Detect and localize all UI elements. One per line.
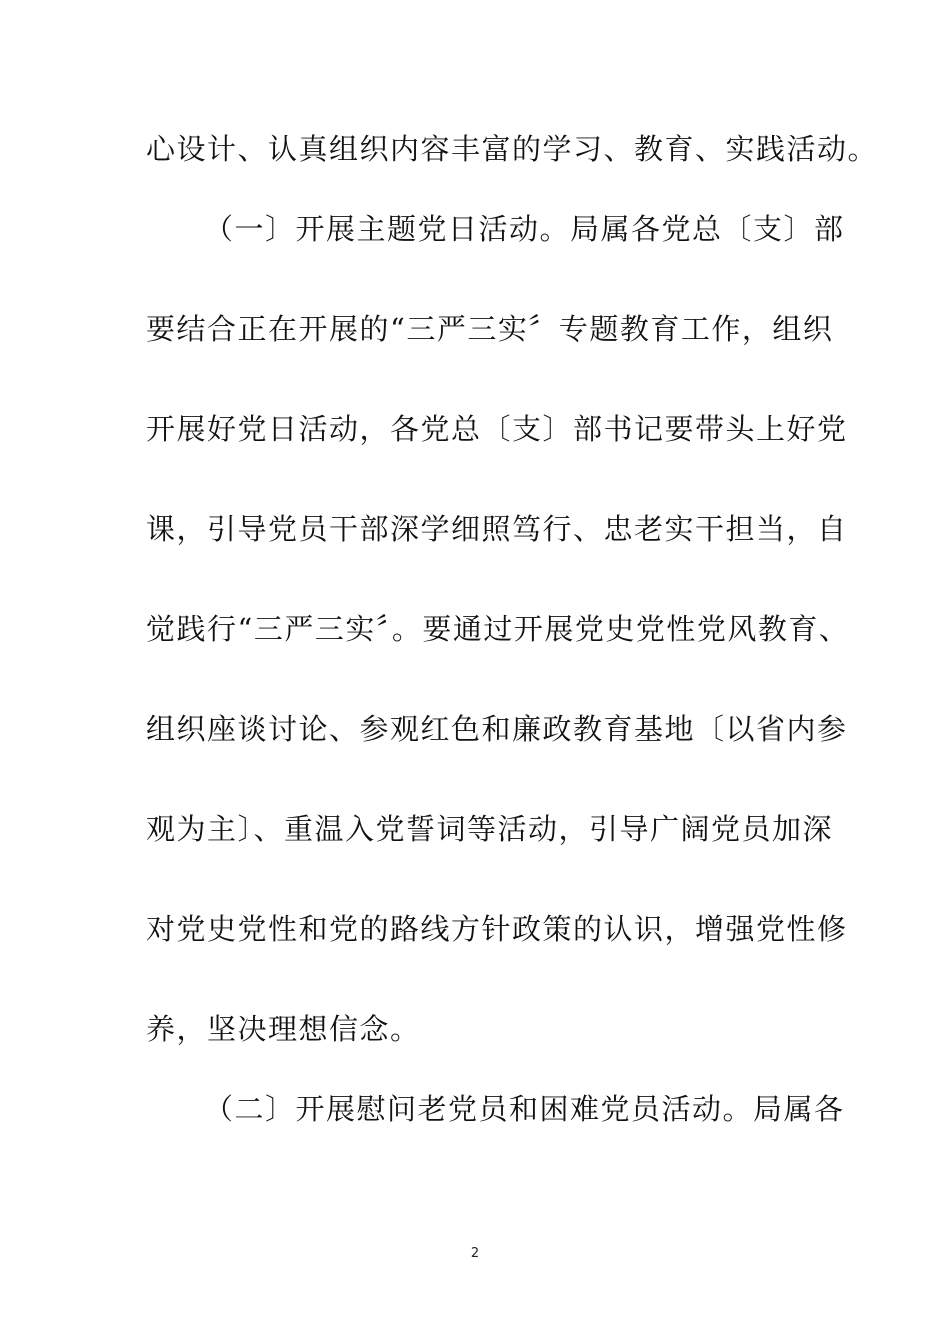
text-line-4: 开展好党日活动，各党总〔支〕部书记要带头上好党	[146, 412, 848, 446]
page-number: 2	[470, 1246, 480, 1261]
text-line-7: 组织座谈讨论、参观红色和廉政教育基地〔以省内参	[146, 712, 848, 746]
text-line-3: 要结合正在开展的“三严三实〞专题教育工作，组织	[146, 312, 834, 346]
text-line-8: 观为主〕、重温入党誓词等活动，引导广阔党员加深	[146, 812, 834, 846]
text-line-10: 养，坚决理想信念。	[146, 1012, 421, 1046]
text-line-1: 心设计、认真组织内容丰富的学习、教育、实践活动。	[146, 132, 879, 166]
text-line-5: 课，引导党员干部深学细照笃行、忠老实干担当，自	[146, 512, 848, 546]
text-line-11: （二〕开展慰问老党员和困难党员活动。局属各	[204, 1092, 845, 1126]
text-line-6: 觉践行“三严三实〞。要通过开展党史党性党风教育、	[146, 612, 850, 646]
text-line-2: （一〕开展主题党日活动。局属各党总〔支〕部	[204, 212, 845, 246]
text-line-9: 对党史党性和党的路线方针政策的认识，增强党性修	[146, 912, 848, 946]
